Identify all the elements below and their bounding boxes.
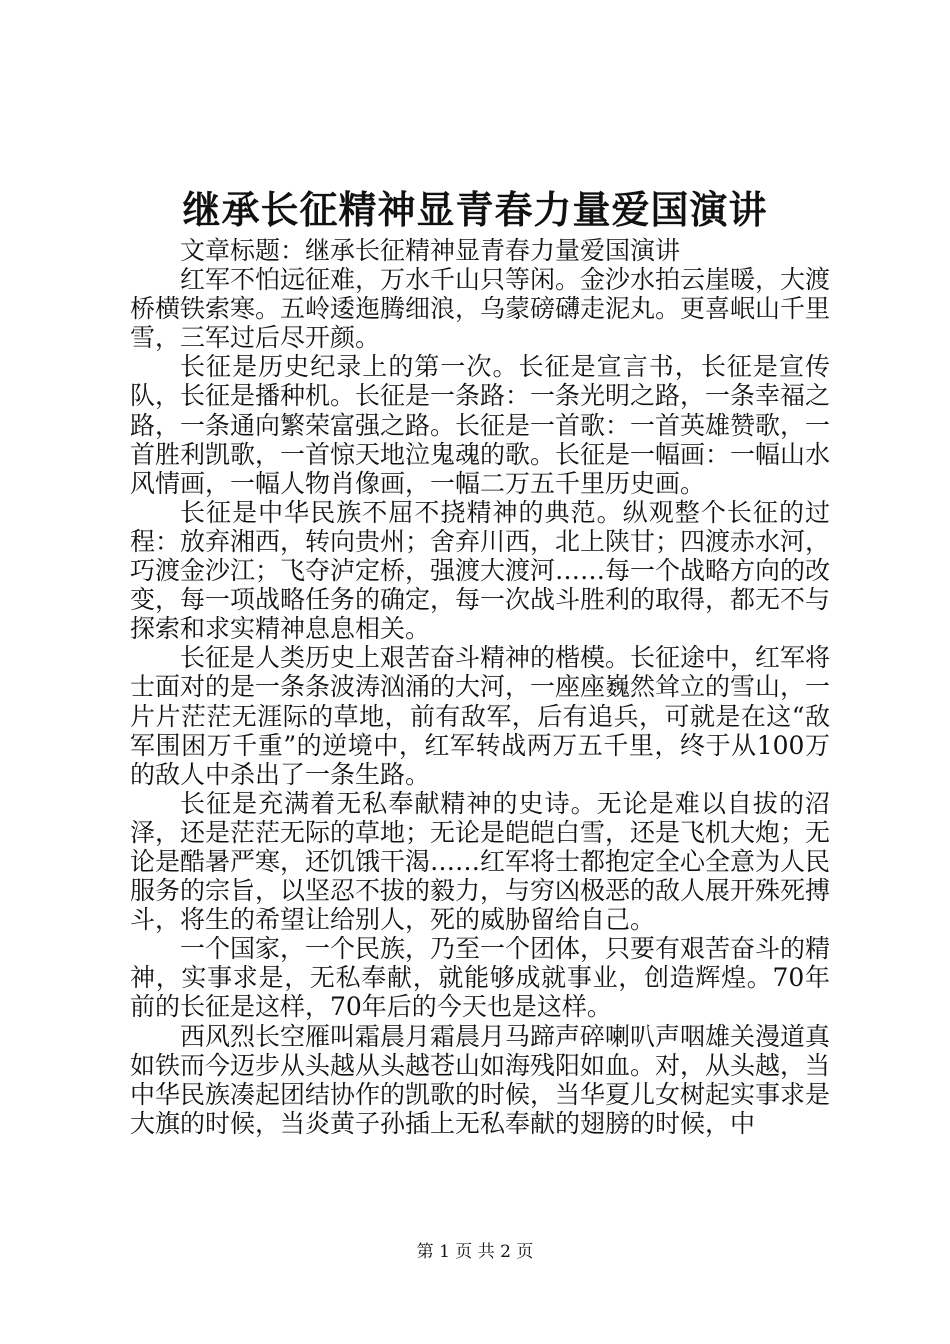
paragraph-article-title: 文章标题：继承长征精神显青春力量爱国演讲 (180, 236, 681, 265)
page-footer: 第 1 页 共 2 页 (416, 1242, 534, 1262)
document-title: 继承长征精神显青春力量爱国演讲 (182, 187, 768, 232)
paragraph: 长征是中华民族不屈不挠精神的典范。纵观整个长征的过程：放弃湘西，转向贵州；舍弃川西，北上陕甘；四渡赤水河，巧渡金沙江；飞夺泸定桥，强渡大渡河……每一个战略方向的改变，每一项战略任务的确定，每一次战斗胜利的取得，都无不与探索和求实精神息息相关。 (130, 497, 831, 644)
paragraph: 西风烈长空雁叫霜晨月霜晨月马蹄声碎喇叭声咽雄关漫道真如铁而今迈步从头越从头越苍山如海残阳如血。对，从头越，当中华民族凑起团结协作的凯歌的时候，当华夏儿女树起实事求是大旗的时候，当炎黄子孙插上无私奉献的翅膀的时候，中 (130, 1021, 831, 1138)
paragraph: 长征是充满着无私奉献精神的史诗。无论是难以自拔的沼泽，还是茫茫无际的草地；无论是皑皑白雪，还是飞机大炮；无论是酷暑严寒，还饥饿干渴……红军将士都抱定全心全意为人民服务的宗旨，以坚忍不拔的毅力，与穷凶极恶的敌人展开殊死搏斗，将生的希望让给别人，死的威胁留给自己。 (130, 788, 831, 935)
paragraph-poem: 红军不怕远征难，万水千山只等闲。金沙水拍云崖暖，大渡桥横铁索寒。五岭逶迤腾细浪，乌蒙磅礴走泥丸。更喜岷山千里雪，三军过后尽开颜。 (130, 265, 831, 353)
paragraph: 一个国家，一个民族，乃至一个团体，只要有艰苦奋斗的精神，实事求是，无私奉献，就能够成就事业，创造辉煌。70年前的长征是这样，70年后的今天也是这样。 (130, 934, 831, 1022)
document-body (130, 236, 830, 1138)
paragraph: 长征是历史纪录上的第一次。长征是宣言书，长征是宣传队，长征是播种机。长征是一条路：一条光明之路，一条幸福之路，一条通向繁荣富强之路。长征是一首歌：一首英雄赞歌，一首胜利凯歌，一首惊天地泣鬼魂的歌。长征是一幅画：一幅山水风情画，一幅人物肖像画，一幅二万五千里历史画。 (130, 352, 831, 498)
paragraph: 长征是人类历史上艰苦奋斗精神的楷模。长征途中，红军将士面对的是一条条波涛汹涌的大河，一座座巍然耸立的雪山，一片片茫茫无涯际的草地，前有敌军，后有追兵，可就是在这“敌军围困万千重”的逆境中，红军转战两万五千里，终于从100万的敌人中杀出了一条生路。 (130, 643, 831, 789)
